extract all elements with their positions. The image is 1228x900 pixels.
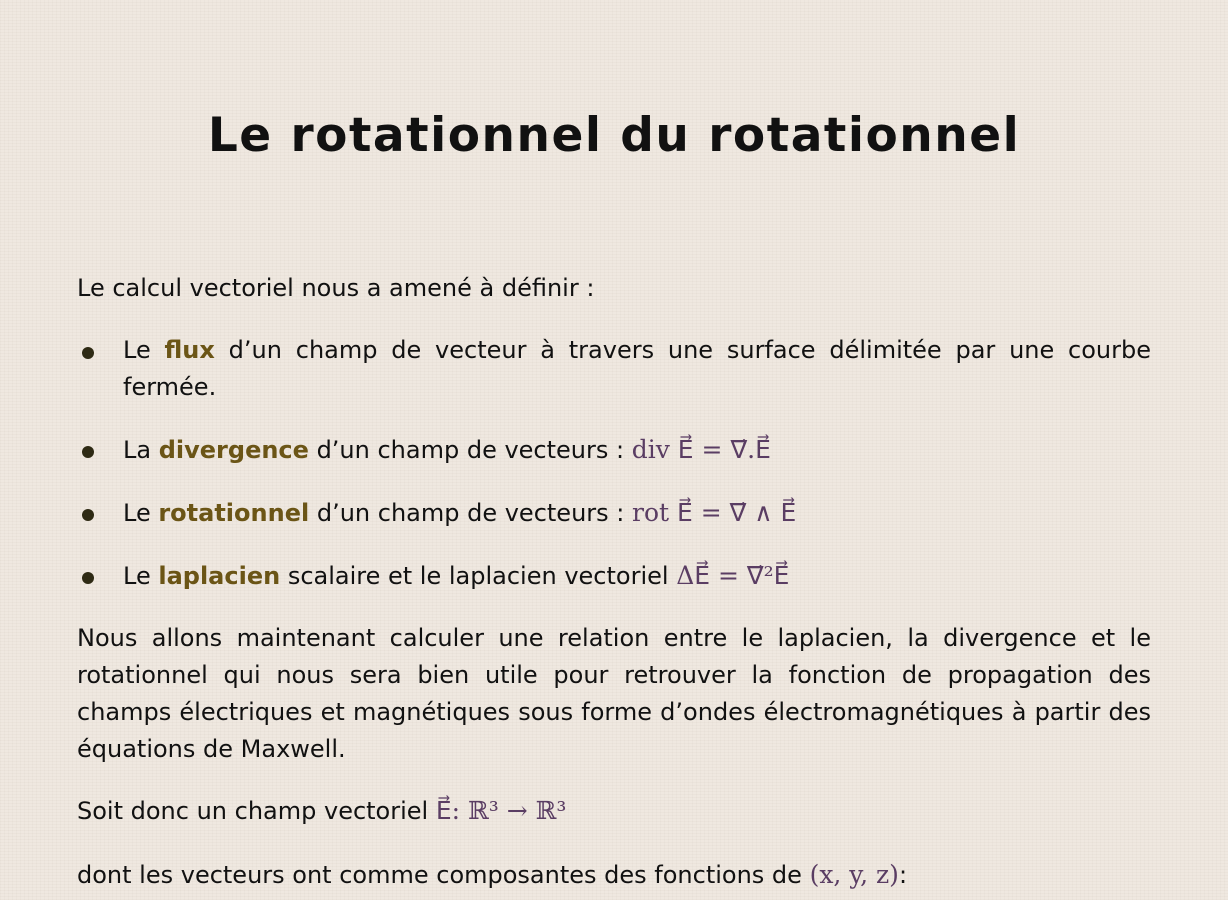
field-formula: E⃗: ℝ³ → ℝ³: [435, 796, 567, 825]
list-item-text: [123, 431, 1151, 469]
bullet-icon: [82, 347, 94, 359]
keyword-flux: flux: [164, 336, 215, 364]
components-text: dont les vecteurs ont comme composantes des fonctions de: [77, 861, 810, 889]
laplacien-formula: ΔE⃗ = ∇⃗²E⃗: [676, 561, 790, 590]
field-text: Soit donc un champ vectoriel: [77, 797, 436, 825]
item-description: d’un champ de vecteurs :: [308, 436, 632, 464]
bullet-icon: [82, 572, 94, 584]
item-prefix: Le: [123, 499, 159, 527]
components-formula: (x, y, z): [809, 860, 899, 889]
field-definition: [77, 792, 1151, 830]
item-description: scalaire et le laplacien vectoriel: [280, 562, 677, 590]
item-prefix: La: [123, 436, 159, 464]
item-description: d’un champ de vecteur à travers une surface délimitée par une courbe fermée.: [123, 336, 1152, 401]
item-description: d’un champ de vecteurs :: [309, 499, 632, 527]
bullet-icon: [82, 509, 94, 521]
list-item-text: [123, 494, 1151, 532]
item-prefix: Le: [123, 336, 165, 364]
list-item-text: [123, 332, 1151, 406]
keyword-divergence: divergence: [158, 436, 309, 464]
keyword-rotationnel: rotationnel: [158, 499, 310, 527]
intro-text: Le calcul vectoriel nous a amené à définir :: [77, 274, 595, 302]
components-line: [77, 856, 1151, 894]
components-suffix: :: [898, 861, 908, 889]
explanation-paragraph: Nous allons maintenant calculer une relation entre le laplacien, la divergence et le rotationnel qui nous sera bien utile pour retrouver la fonction de propagation des champs électriques et magnétiques sous forme d’ondes électromagnétiques à partir des équations de Maxwell.: [77, 624, 1151, 763]
rotationnel-formula: rot E⃗ = ∇⃗ ∧ E⃗: [632, 498, 797, 527]
keyword-laplacien: laplacien: [158, 562, 281, 590]
item-prefix: Le: [123, 562, 159, 590]
list-item-text: [123, 557, 1151, 595]
divergence-formula: div E⃗ = ∇⃗.E⃗: [631, 435, 771, 464]
bullet-icon: [82, 446, 94, 458]
slide-title: Le rotationnel du rotationnel: [207, 108, 1021, 163]
